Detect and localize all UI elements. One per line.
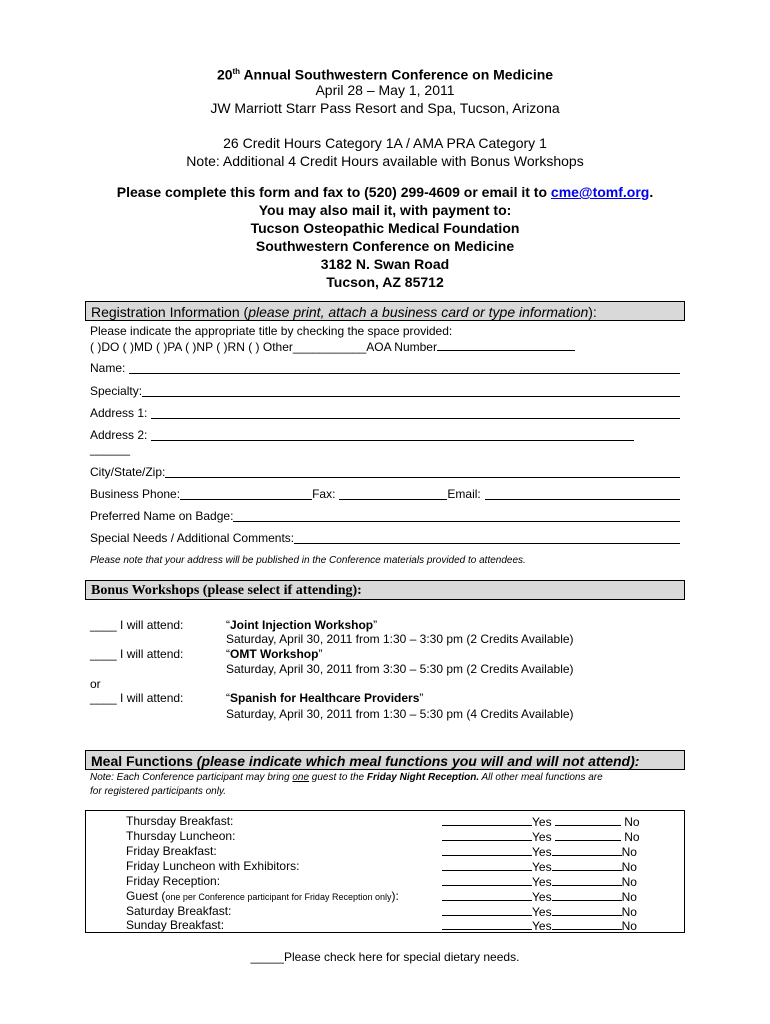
title-checkboxes[interactable]: ( )DO ( )MD ( )PA ( )NP ( )RN ( ) Other___________AOA Number	[90, 339, 575, 354]
attend-omt[interactable]: ____ I will attend:	[90, 647, 184, 661]
meal-label: Thursday Breakfast:	[126, 814, 234, 828]
instructions-line2: You may also mail it, with payment to:	[258, 202, 512, 218]
business-phone-input[interactable]	[180, 487, 312, 500]
special-needs-label: Special Needs / Additional Comments:	[90, 531, 295, 545]
city-address: Tucson, AZ 85712	[326, 274, 444, 290]
meal-label: Sunday Breakfast:	[126, 918, 225, 932]
org-name: Tucson Osteopathic Medical Foundation	[250, 220, 520, 236]
email-input[interactable]	[485, 487, 680, 500]
preferred-name-label: Preferred Name on Badge:	[90, 509, 234, 523]
meals-note-line2: for registered participants only.	[90, 786, 226, 797]
meal-label: Friday Luncheon with Exhibitors:	[126, 859, 300, 873]
meals-note: Note: Each Conference participant may bring one guest to the Friday Night Reception. All other meal functions are	[90, 772, 603, 783]
dietary-needs-check[interactable]: _____Please check here for special dietary needs.	[250, 950, 520, 964]
workshop-title: “Joint Injection Workshop”	[226, 618, 378, 632]
address1-field[interactable]	[90, 406, 680, 420]
name-field[interactable]	[90, 361, 680, 375]
or-label: or	[90, 677, 101, 691]
meal-label-guest: Guest (one per Conference participant for Friday Reception only):	[126, 889, 399, 903]
attend-joint-injection[interactable]: ____ I will attend:	[90, 618, 184, 632]
meal-label: Saturday Breakfast:	[126, 904, 232, 918]
workshop-detail: Saturday, April 30, 2011 from 1:30 – 3:30 pm (2 Credits Available)	[226, 632, 574, 646]
bonus-note: Note: Additional 4 Credit Hours available with Bonus Workshops	[186, 153, 584, 169]
yes-no-choice[interactable]: Yes No	[442, 889, 637, 905]
meal-label: Friday Reception:	[126, 874, 221, 888]
conference-name: Southwestern Conference on Medicine	[255, 238, 515, 254]
name-label: Name:	[90, 361, 126, 375]
credit-hours: 26 Credit Hours Category 1A / AMA PRA Category 1	[223, 135, 547, 151]
conference-title: 20th Annual Southwestern Conference on Medicine	[216, 66, 554, 83]
email-label: Email:	[447, 487, 481, 501]
fax-input[interactable]	[339, 487, 447, 500]
address1-label: Address 1:	[90, 406, 148, 420]
yes-no-choice[interactable]: Yes No	[442, 829, 640, 845]
attend-spanish[interactable]: ____ I will attend:	[90, 691, 184, 705]
workshop-title: “OMT Workshop”	[226, 647, 323, 661]
specialty-field[interactable]	[90, 384, 680, 398]
conference-dates: April 28 – May 1, 2011	[315, 82, 455, 98]
address2-label: Address 2:	[90, 428, 148, 442]
yes-no-choice[interactable]: Yes No	[442, 859, 637, 875]
yes-no-choice[interactable]: Yes No	[442, 814, 640, 830]
yes-no-choice[interactable]: Yes No	[442, 874, 637, 890]
fax-label: Fax:	[312, 487, 336, 501]
instructions-line1: Please complete this form and fax to (520) 299-4609 or email it to cme@tomf.org.	[116, 184, 654, 200]
meal-label: Friday Breakfast:	[126, 844, 217, 858]
street-address: 3182 N. Swan Road	[320, 256, 450, 272]
workshops-header: Bonus Workshops (please select if attending):	[85, 580, 685, 600]
registration-header: Registration Information (please print, attach a business card or type information):	[85, 301, 685, 321]
address2-field[interactable]	[90, 428, 634, 442]
publish-note: Please note that your address will be published in the Conference materials provided to attendees.	[90, 555, 526, 566]
yes-no-choice[interactable]: Yes No	[442, 918, 637, 934]
conference-venue: JW Marriott Starr Pass Resort and Spa, Tucson, Arizona	[210, 100, 560, 116]
meals-header: Meal Functions (please indicate which meal functions you will and will not attend):	[85, 750, 685, 770]
business-phone-label: Business Phone:	[90, 487, 181, 501]
phone-fax-email-row[interactable]	[90, 487, 680, 501]
title-instructions: Please indicate the appropriate title by checking the space provided:	[90, 324, 453, 338]
yes-no-choice[interactable]: Yes No	[442, 904, 637, 920]
workshop-detail: Saturday, April 30, 2011 from 3:30 – 5:30 pm (2 Credits Available)	[226, 662, 574, 676]
yes-no-choice[interactable]: Yes No	[442, 844, 637, 860]
specialty-label: Specialty:	[90, 384, 143, 398]
city-state-zip-field[interactable]	[90, 465, 680, 479]
address2-continuation: ______	[90, 442, 131, 456]
special-needs-field[interactable]	[90, 531, 680, 545]
email-link[interactable]: cme@tomf.org	[550, 184, 650, 200]
aoa-number-line[interactable]	[437, 339, 575, 351]
preferred-name-field[interactable]	[90, 509, 680, 523]
meal-label: Thursday Luncheon:	[126, 829, 236, 843]
workshop-detail: Saturday, April 30, 2011 from 1:30 – 5:30 pm (4 Credits Available)	[226, 707, 574, 721]
workshop-title: “Spanish for Healthcare Providers”	[226, 691, 424, 705]
city-label: City/State/Zip:	[90, 465, 166, 479]
